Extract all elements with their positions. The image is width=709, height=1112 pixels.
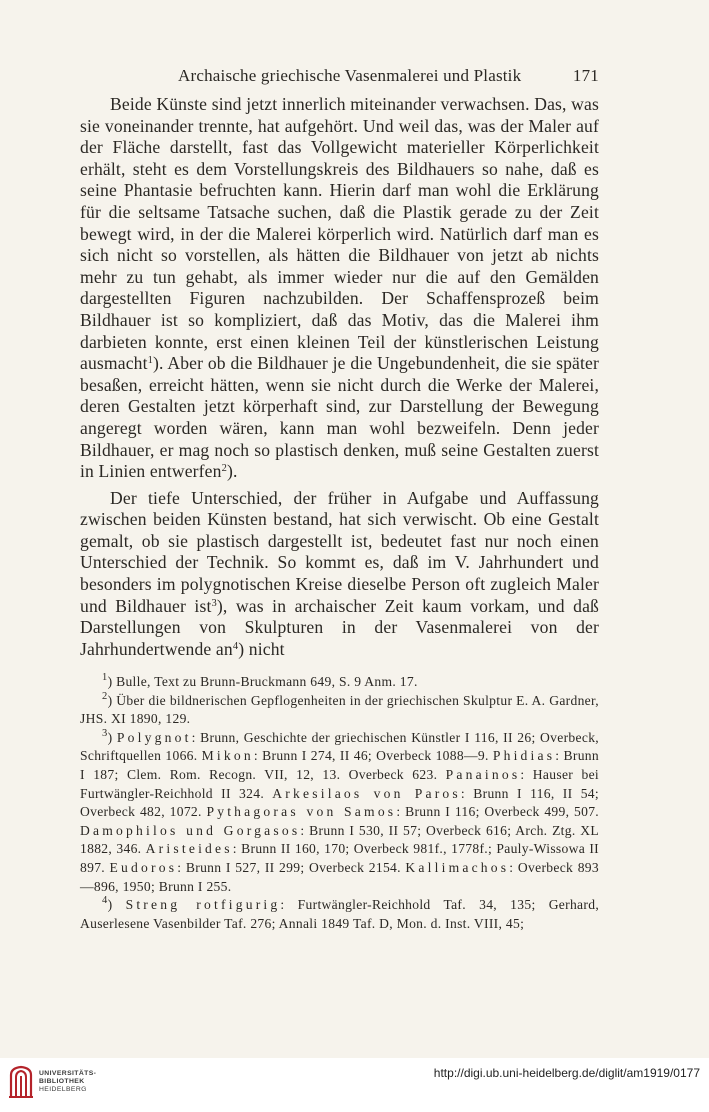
- library-name: UNIVERSITÄTS- BIBLIOTHEK HEIDELBERG: [39, 1070, 97, 1094]
- footnotes: [80, 673, 599, 933]
- footnote: $^1$) Bulle, Text zu Brunn-Bruckmann 649, S. 9 Anm. 17.: [102, 672, 418, 689]
- main-text: [80, 94, 599, 660]
- footnote-ref: 4: [232, 640, 239, 652]
- page-number: 171: [572, 66, 599, 85]
- footnote-ref: 3: [211, 597, 217, 609]
- library-seal-icon: [8, 1065, 34, 1099]
- footnote-ref: 2: [221, 463, 227, 475]
- library-logo[interactable]: [8, 1063, 108, 1107]
- running-title: Archaische griechische Vasenmalerei und Plastik: [178, 66, 522, 85]
- footnote: $^4$) Streng rotfigurig: Furtwängler-Reichhold Taf. 34, 135; Gerhard, Auserlesene Vasenbilder Taf. 276; Annali 1849 Taf. D, Mon. d. Inst. VIII, 45;: [80, 895, 600, 931]
- paragraph: Beide Künste sind jetzt innerlich miteinander verwachsen. Das, was sie voneinander trennte, hat aufgehört. Und weil das, was der Maler auf der Fläche darstellt, fast das Vollgewicht materieller Körperlichkeit erhält, steht es dem Vorstellungskreis des Bildhauers so nahe, daß es seine Phantasie befruchten kann. Hierin darf man wohl die Erklärung für die seltsame Tatsache suchen, daß die Plastik gerade zu der Zeit bewegt wird, in der die Malerei körperlich wird. Natürlich darf man es sich nicht so vorstellen, als hätten die Bildhauer von jetzt ab nichts mehr zu tun gehabt, als immer wieder nur die auf den Gemälden dargestellten Figuren nachzubilden. Der Schaffensprozeß beim Bildhauer ist so kompliziert, daß das Motiv, das die Malerei ihm darbieten konnte, erst einen kleinen Teil der künstlerischen Leistung ausmacht$^1$). Aber ob die Bildhauer je die Ungebundenheit, die sie später besaßen, erreicht hätten, wenn sie nicht durch die Werke der Malerei, deren Gestalten jetzt körperhaft sind, zur Darstellung der Bewegung angeregt worden wären, kann man wohl bezweifeln. Denn jeder Bildhauer, er mag noch so plastisch denken, muß seine Gestalten zuerst in Linien entwerfen$^2$).: [80, 94, 599, 482]
- footnote-ref: 1: [147, 355, 154, 367]
- permalink-url[interactable]: http://digi.ub.uni-heidelberg.de/diglit/am1919/0177: [433, 1066, 700, 1080]
- footnote: $^3$) Polygnot: Brunn, Geschichte der griechischen Künstler I 116, II 26; Overbeck, Schriftquellen 1066. Mikon: Brunn I 274, II 46; Overbeck 1088—9. Phidias: Brunn I 187; Clem. Rom. Recogn. VII, 12, 13. Overbeck 623. Panainos: Hauser bei Furtwängler-Reichhold II 324. Arkesilaos von Paros: Brunn I 116, II 54; Overbeck 482, 1072. Pythagoras von Samos: Brunn I 116; Overbeck 499, 507. Damophilos und Gorgasos: Brunn I 530, II 57; Overbeck 616; Arch. Ztg. XL 1882, 346. Aristeides: Brunn II 160, 170; Overbeck 981f., 1778f.; Pauly-Wissowa II 897. Eudoros: Brunn I 527, II 299; Overbeck 2154. Kallimachos: Overbeck 893—896, 1950; Brunn I 255.: [80, 727, 600, 894]
- paragraph: Der tiefe Unterschied, der früher in Aufgabe und Auffassung zwischen beiden Künsten bestand, hat sich verwischt. Ob eine Gestalt gemalt, ob sie plastisch dargestellt ist, bedeutet fast nur noch einen Unterschied der Technik. So kommt es, daß im V. Jahrhundert und besonders im polygnotischen Kreise dieselbe Person oft zugleich Maler und Bildhauer ist$^3$), was in archaischer Zeit kaum vorkam, und daß Darstellungen von Skulpturen in der Vasenmalerei von der Jahrhundertwende $an^4$) nicht: [80, 487, 599, 659]
- footnote: $^2$) Über die bildnerischen Gepflogenheiten in der griechischen Skulptur E. A. Gardner, JHS. XI 1890, 129.: [80, 690, 599, 727]
